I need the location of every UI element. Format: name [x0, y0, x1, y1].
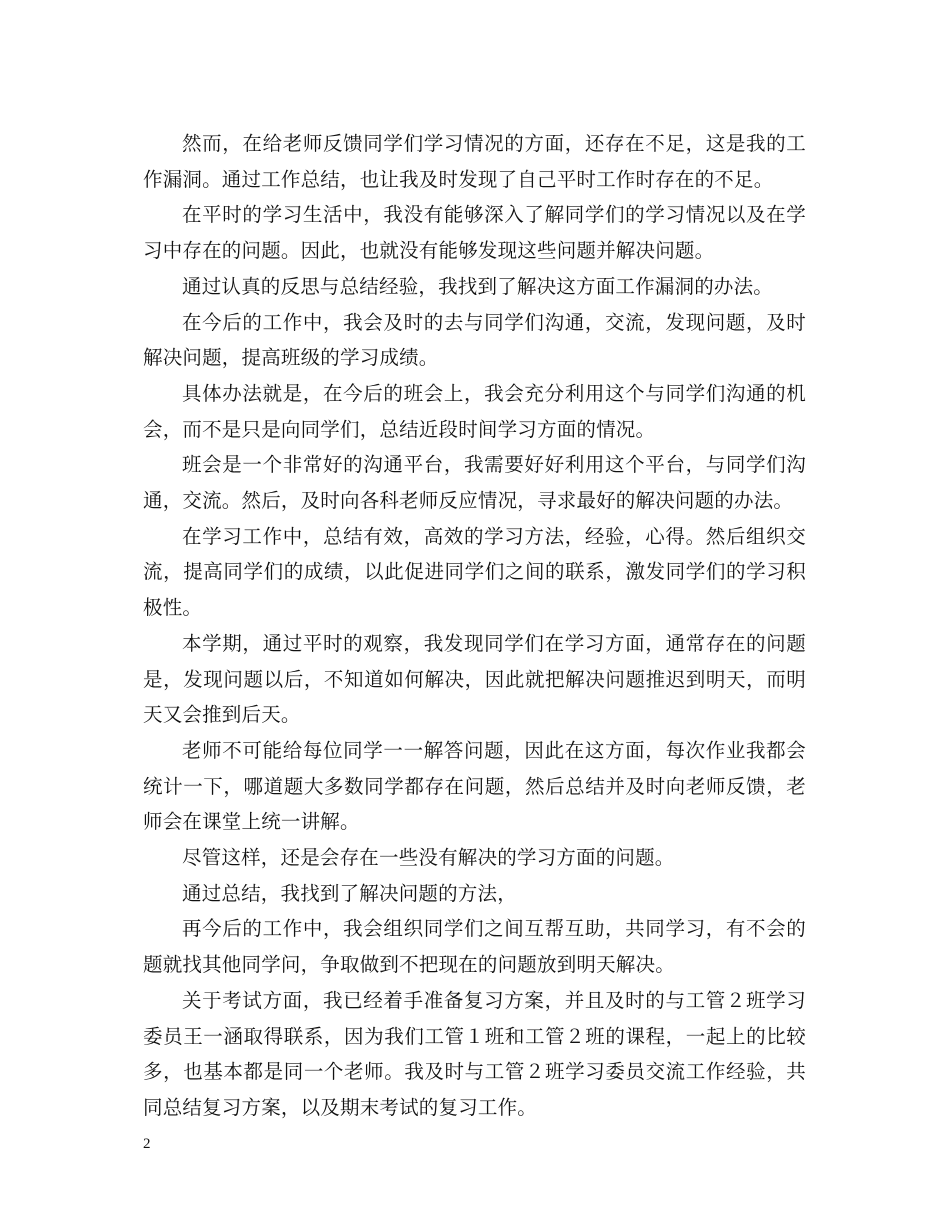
paragraph-8: 本学期，通过平时的观察，我发现同学们在学习方面，通常存在的问题是，发现问题以后，不知道如何解决，因此就把解决问题推迟到明天，而明天又会推到后天。	[143, 631, 806, 727]
paragraph-12: 再今后的工作中，我会组织同学们之间互帮互助，共同学习，有不会的题就找其他同学问，争取做到不把现在的问题放到明天解决。	[143, 917, 806, 977]
document-body	[143, 126, 806, 1126]
paragraph-1: 然而，在给老师反馈同学们学习情况的方面，还存在不足，这是我的工作漏洞。通过工作总结，也让我及时发现了自己平时工作时存在的不足。	[143, 132, 806, 191]
page-number: 2	[143, 1136, 151, 1152]
paragraph-4: 在今后的工作中，我会及时的去与同学们沟通，交流，发现问题，及时解决问题，提高班级的学习成绩。	[143, 310, 806, 370]
paragraph-5: 具体办法就是，在今后的班会上，我会充分利用这个与同学们沟通的机会，而不是只是向同学们，总结近段时间学习方面的情况。	[143, 381, 806, 441]
paragraph-2: 在平时的学习生活中，我没有能够深入了解同学们的学习情况以及在学习中存在的问题。因此，也就没有能够发现这些问题并解决问题。	[143, 203, 806, 263]
paragraph-13: 关于考试方面，我已经着手准备复习方案，并且及时的与工管２班学习委员王一涵取得联系，因为我们工管１班和工管２班的课程，一起上的比较多，也基本都是同一个老师。我及时与工管２班学习委员交流工作经验，共同总结复习方案，以及期末考试的复习工作。	[143, 988, 806, 1119]
paragraph-6: 班会是一个非常好的沟通平台，我需要好好利用这个平台，与同学们沟通，交流。然后，及时向各科老师反应情况，寻求最好的解决问题的办法。	[143, 453, 806, 513]
paragraph-10: 尽管这样，还是会存在一些没有解决的学习方面的问题。	[182, 846, 675, 870]
paragraph-7: 在学习工作中，总结有效，高效的学习方法，经验，心得。然后组织交流，提高同学们的成绩，以此促进同学们之间的联系，激发同学们的学习积极性。	[143, 524, 806, 620]
paragraph-11: 通过总结，我找到了解决问题的方法，	[182, 881, 517, 905]
paragraph-9: 老师不可能给每位同学一一解答问题，因此在这方面，每次作业我都会统计一下，哪道题大多数同学都存在问题，然后总结并及时向老师反馈，老师会在课堂上统一讲解。	[143, 738, 806, 834]
paragraph-3: 通过认真的反思与总结经验，我找到了解决这方面工作漏洞的办法。	[182, 274, 774, 298]
